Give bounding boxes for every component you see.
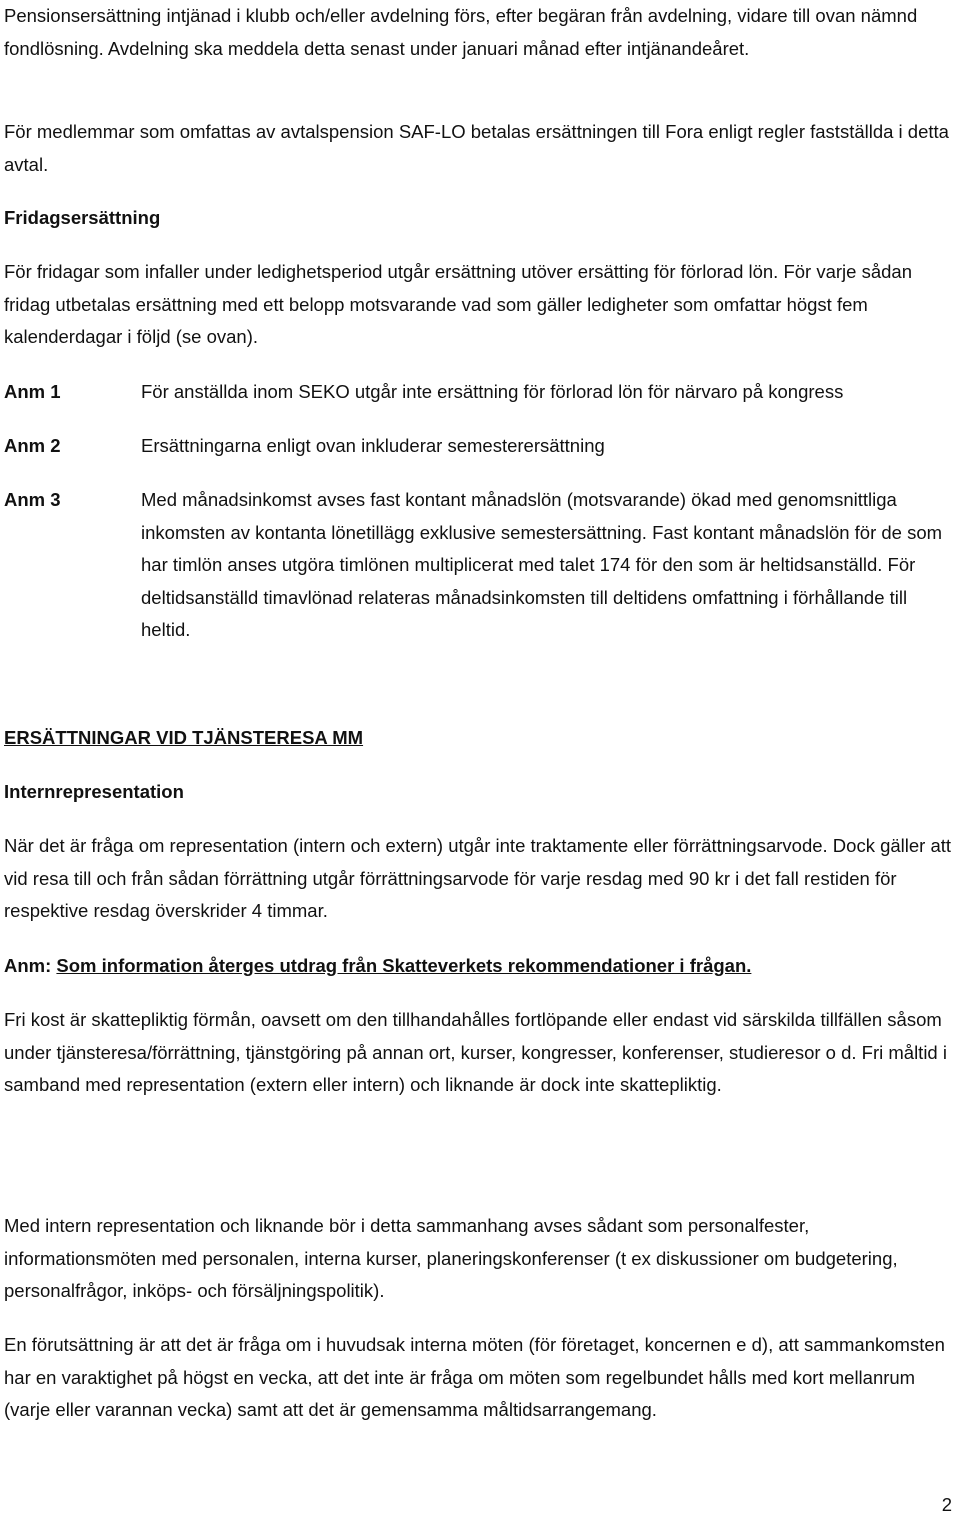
note-text-1: För anställda inom SEKO utgår inte ersättning för förlorad lön för närvaro på kongress [141, 381, 844, 402]
paragraph-saf-lo: För medlemmar som omfattas av avtalspension SAF-LO betalas ersättningen till Fora enligt regler fastställda i detta avtal. [4, 121, 949, 175]
note-label-1: Anm 1 [4, 381, 61, 402]
note-text-2: Ersättningarna enligt ovan inkluderar semesterersättning [141, 435, 605, 456]
anm-underlined: Som information återges utdrag från Skatteverkets rekommendationer i frågan. [56, 955, 752, 976]
section-heading: ERSÄTTNINGAR VID TJÄNSTERESA MM [4, 727, 364, 748]
heading-internrepresentation: Internrepresentation [4, 781, 184, 802]
paragraph-intern-representation: Med intern representation och liknande bör i detta sammanhang avses sådant som personalfester, informationsmöten med personalen, interna kurser, planeringskonferenser (t ex diskussioner om budgetering, personalfrågor, inköps- och försäljningspolitik). [4, 1215, 898, 1301]
paragraph-forutsattning: En förutsättning är att det är fråga om i huvudsak interna möten (för företaget, koncernen e d), att sammankomsten har en varaktighet på högst en vecka, att det inte är fråga om möten som regelbundet hålls med kort mellanrum (varje eller varannan vecka) samt att det är gemensamma måltidsarrangemang. [4, 1334, 945, 1420]
paragraph-pension-transfer: Pensionsersättning intjänad i klubb och/eller avdelning förs, efter begäran från avdelning, vidare till ovan nämnd fondlösning. Avdelning ska meddela detta senast under januari månad efter intjänandeåret. [4, 5, 918, 59]
paragraph-fridagar: För fridagar som infaller under ledighetsperiod utgår ersättning utöver ersätting för förlorad lön. För varje sådan fridag utbetalas ersättning med ett belopp motsvarande vad som gäller ledigheter som omfattar högst fem kalenderdagar i följd (se ovan). [4, 261, 912, 347]
paragraph-anm-note [4, 950, 954, 983]
paragraph-fri-kost: Fri kost är skattepliktig förmån, oavsett om den tillhandahålles fortlöpande eller endast vid särskilda tillfällen såsom under tjänsteresa/förrättning, tjänstgöring på annan ort, kurser, kongresser, konferenser, studieresor o d. Fri måltid i samband med representation (extern eller intern) och liknande är dock inte skattepliktig. [4, 1009, 947, 1095]
heading-fridagsersattning: Fridagsersättning [4, 207, 161, 228]
note-label-3: Anm 3 [4, 489, 61, 510]
page-number: 2 [941, 1494, 952, 1515]
anm-prefix: Anm: [4, 955, 57, 976]
note-label-2: Anm 2 [4, 435, 61, 456]
paragraph-representation: När det är fråga om representation (intern och extern) utgår inte traktamente eller förrättningsarvode. Dock gäller att vid resa till och från sådan förrättning utgår förrättningsarvode för varje resdag med 90 kr i det fall restiden för respektive resdag överskrider 4 timmar. [4, 835, 952, 921]
note-text-3: Med månadsinkomst avses fast kontant månadslön (motsvarande) ökad med genomsnittliga inkomsten av kontanta lönetillägg exklusive semestersättning. Fast kontant månadslön för de som har timlön anses utgöra timlönen multiplicerat med talet 174 för den som är heltidsanställd. För deltidsanställd timavlönad relateras månadsinkomsten till deltidens omfattning i förhållande till heltid. [141, 489, 943, 640]
